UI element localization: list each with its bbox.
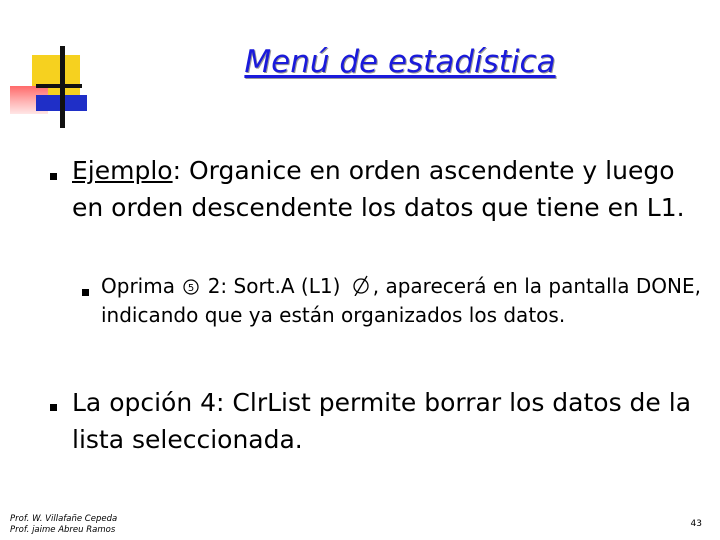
stat-key-icon xyxy=(181,272,201,301)
bullet-2-mid: 2: Sort.A (L1) xyxy=(207,274,341,298)
page-number: 43 xyxy=(690,519,702,529)
slide-title: Menú de estadística xyxy=(244,44,556,80)
footer-authors xyxy=(10,514,117,536)
svg-text:5: 5 xyxy=(188,283,195,294)
bullet-1-text xyxy=(72,152,702,226)
decorative-horizontal-line xyxy=(36,84,82,88)
bullet-marker xyxy=(50,404,57,411)
bullet-marker xyxy=(50,173,57,180)
sub-bullet-marker xyxy=(82,289,89,296)
bullet-1-body: : Organice en orden ascendente y luego en orden descendente los datos que tiene en L1. xyxy=(72,156,685,222)
footer-author-1: Prof. W. Villafañe Cepeda xyxy=(10,514,118,524)
bullet-1-lead: Ejemplo xyxy=(72,156,173,185)
enter-key-icon xyxy=(347,274,373,296)
footer-author-2: Prof. jaime Abreu Ramos xyxy=(10,525,116,535)
bullet-2-pre: Oprima xyxy=(101,274,175,298)
bullet-2-text xyxy=(101,272,701,330)
bullet-2-post: , aparecerá en la pantalla DONE, indicando que ya están organizados los datos. xyxy=(101,274,701,327)
bullet-3-text: La opción 4: ClrList permite borrar los datos de la lista seleccionada. xyxy=(72,388,692,454)
